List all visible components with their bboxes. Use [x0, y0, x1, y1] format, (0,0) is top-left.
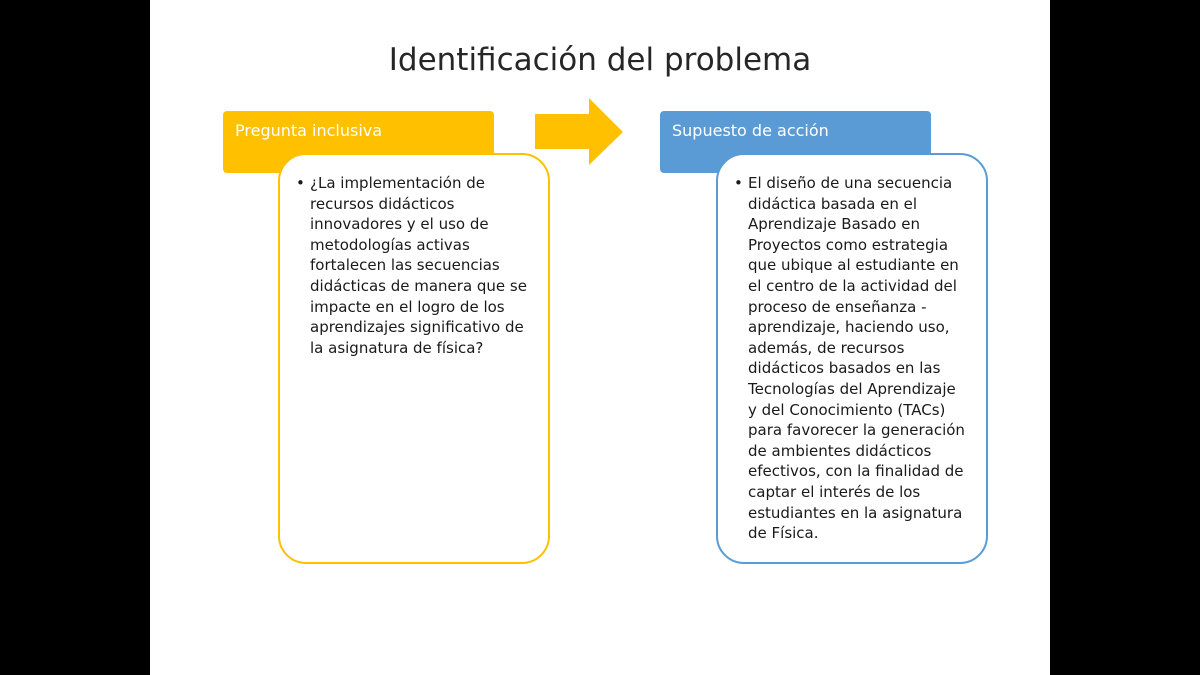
right-arrow-icon: [535, 98, 625, 166]
bullet-icon: •: [734, 174, 743, 192]
header-supuesto: Supuesto de acción: [660, 111, 931, 173]
list-item: [296, 173, 528, 358]
bullet-icon: •: [296, 174, 305, 192]
card-pregunta: [278, 153, 550, 564]
list-item: [734, 173, 966, 544]
slide-title: Identificación del problema: [388, 42, 812, 78]
supuesto-text: El diseño de una secuencia didáctica basada en el Aprendizaje Basado en Proyectos como estrategia que ubique al estudiante en el centro de la actividad del proceso de enseñanza - aprendizaje, haciendo uso, además, de recursos didácticos basados en las Tecnologías del Aprendizaje y del Conocimiento (TACs) para favorecer la generación de ambientes didácticos efectivos, con la finalidad de captar el interés de los estudiantes en la asignatura de Física.: [748, 174, 965, 543]
slide: [150, 0, 1050, 675]
header-pregunta: Pregunta inclusiva: [223, 111, 494, 173]
pregunta-text: ¿La implementación de recursos didácticos innovadores y el uso de metodologías activas fortalecen las secuencias didácticas de manera que se impacte en el logro de los aprendizajes significativo de la asignatura de física?: [310, 174, 527, 357]
card-supuesto: [716, 153, 988, 564]
